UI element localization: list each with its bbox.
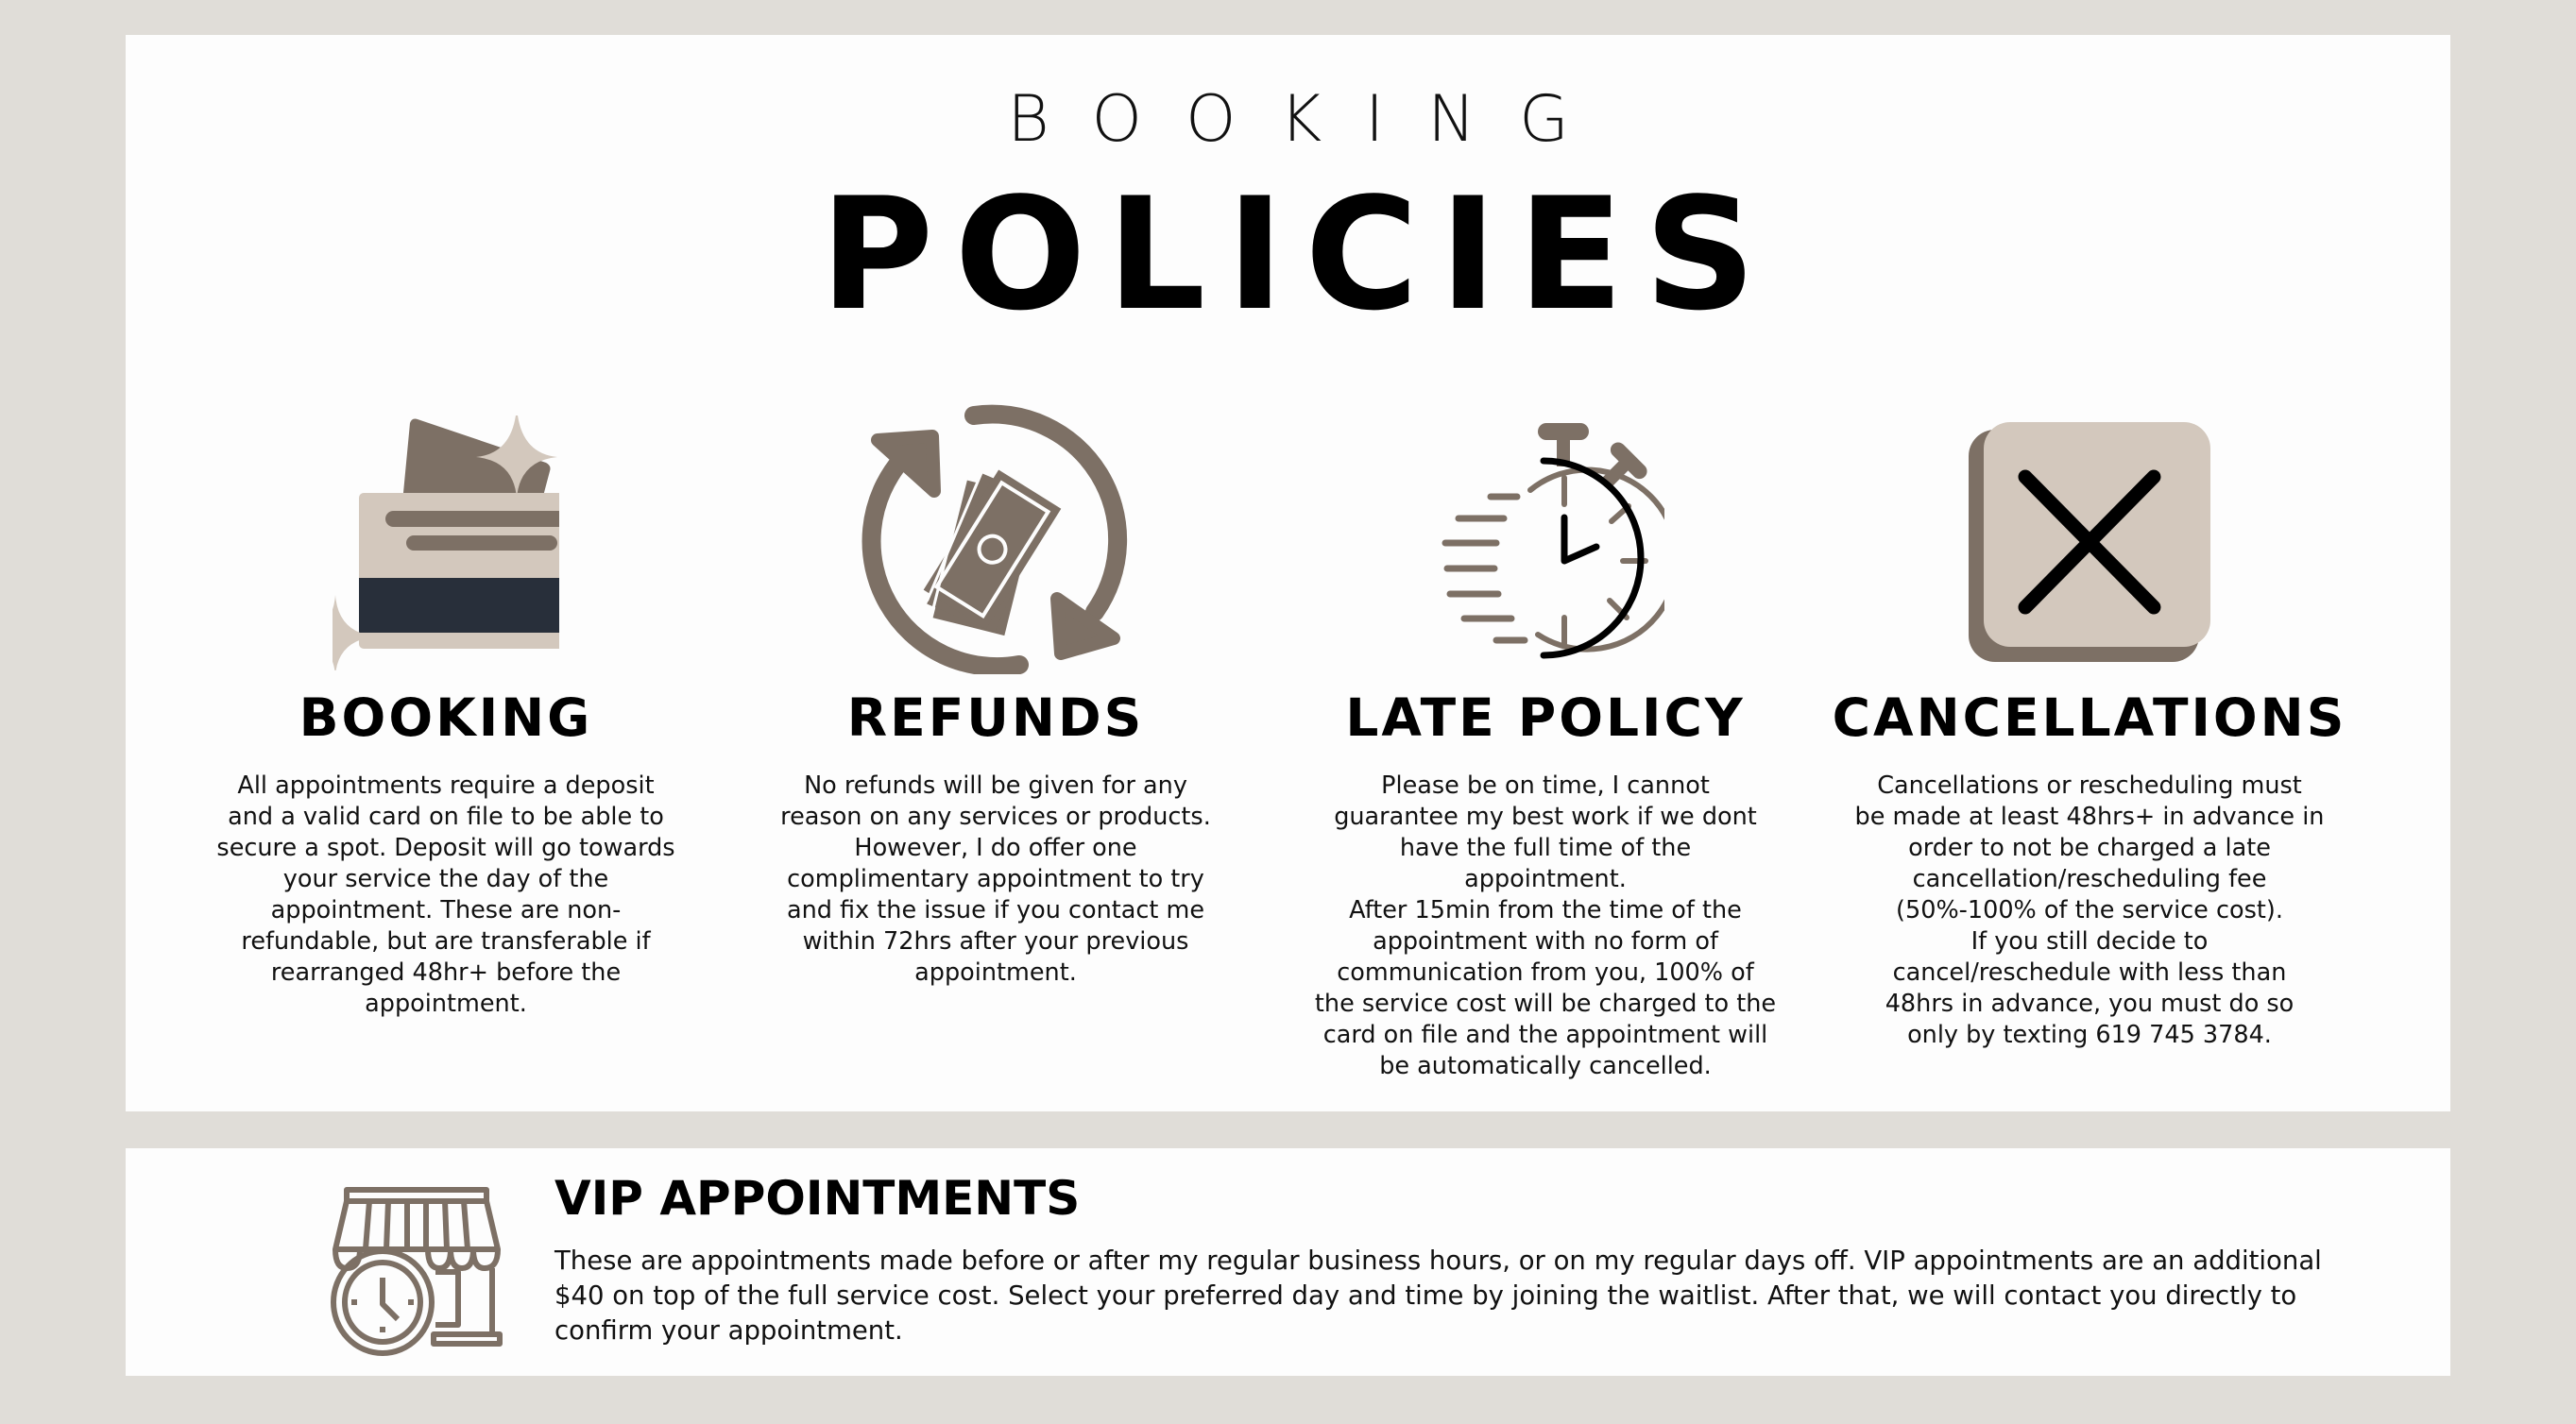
- body-line: All appointments require a deposit: [237, 771, 655, 800]
- body-line: complimentary appointment to try: [787, 865, 1204, 893]
- stopwatch-icon: [1426, 419, 1664, 661]
- body-line: card on file and the appointment will: [1322, 1021, 1768, 1049]
- body-line: communication from you, 100% of: [1337, 958, 1754, 987]
- body-line: your service the day of the: [282, 865, 609, 893]
- body-line: These are appointments made before or after my regular business hours, or on my regular days off. VIP appointments are an additional: [554, 1246, 2322, 1276]
- section-body: [1281, 771, 1810, 1082]
- credit-cards-icon: [333, 415, 559, 670]
- body-line: confirm your appointment.: [554, 1315, 903, 1346]
- body-line: within 72hrs after your previous: [802, 927, 1189, 956]
- section-heading: CANCELLATIONS: [1832, 687, 2347, 748]
- body-line: have the full time of the: [1399, 834, 1692, 862]
- title-policies: POLICIES: [820, 164, 1777, 345]
- body-line: appointment.: [914, 958, 1077, 987]
- money-refund-cycle-icon: [859, 404, 1133, 674]
- vip-heading: VIP APPOINTMENTS: [554, 1171, 1081, 1226]
- body-line: However, I do offer one: [854, 834, 1137, 862]
- body-line: After 15min from the time of the: [1349, 896, 1742, 924]
- section-body: [1825, 771, 2354, 1051]
- vip-body: [554, 1244, 2406, 1348]
- body-line: appointment.: [365, 990, 527, 1018]
- body-line: Please be on time, I cannot: [1381, 771, 1710, 800]
- body-line: rearranged 48hr+ before the: [270, 958, 622, 987]
- body-line: No refunds will be given for any: [804, 771, 1187, 800]
- body-line: $40 on top of the full service cost. Select your preferred day and time by joining the waitlist. After that, we will contact you directly to: [554, 1280, 2297, 1311]
- section-heading: REFUNDS: [846, 687, 1145, 748]
- body-line: appointment.: [1464, 865, 1627, 893]
- body-line: secure a spot. Deposit will go towards: [216, 834, 675, 862]
- section-body: [731, 771, 1260, 989]
- body-line: be made at least 48hrs+ in advance in: [1854, 803, 2325, 831]
- body-line: If you still decide to: [1970, 927, 2209, 956]
- body-line: and a valid card on file to be able to: [228, 803, 664, 831]
- body-line: the service cost will be charged to the: [1314, 990, 1777, 1018]
- body-line: refundable, but are transferable if: [241, 927, 651, 956]
- section-heading: BOOKING: [299, 687, 593, 748]
- store-clock-icon: [326, 1185, 503, 1357]
- body-line: 48hrs in advance, you must do so: [1885, 990, 2295, 1018]
- body-line: and fix the issue if you contact me: [786, 896, 1205, 924]
- body-line: cancel/reschedule with less than: [1892, 958, 2287, 987]
- body-line: appointment. These are non-: [270, 896, 622, 924]
- title-booking: BOOKING: [1007, 82, 1612, 157]
- body-line: Cancellations or rescheduling must: [1877, 771, 2302, 800]
- body-line: appointment with no form of: [1373, 927, 1718, 956]
- section-heading: LATE POLICY: [1345, 687, 1746, 748]
- body-line: guarantee my best work if we dont: [1334, 803, 1757, 831]
- section-body: [181, 771, 710, 1020]
- body-line: reason on any services or products.: [780, 803, 1211, 831]
- body-line: (50%-100% of the service cost).: [1896, 896, 2283, 924]
- body-line: cancellation/rescheduling fee: [1912, 865, 2267, 893]
- body-line: be automatically cancelled.: [1379, 1052, 1712, 1080]
- body-line: only by texting 619 745 3784.: [1907, 1021, 2272, 1049]
- body-line: order to not be charged a late: [1908, 834, 2271, 862]
- cancel-x-icon: [1969, 422, 2210, 662]
